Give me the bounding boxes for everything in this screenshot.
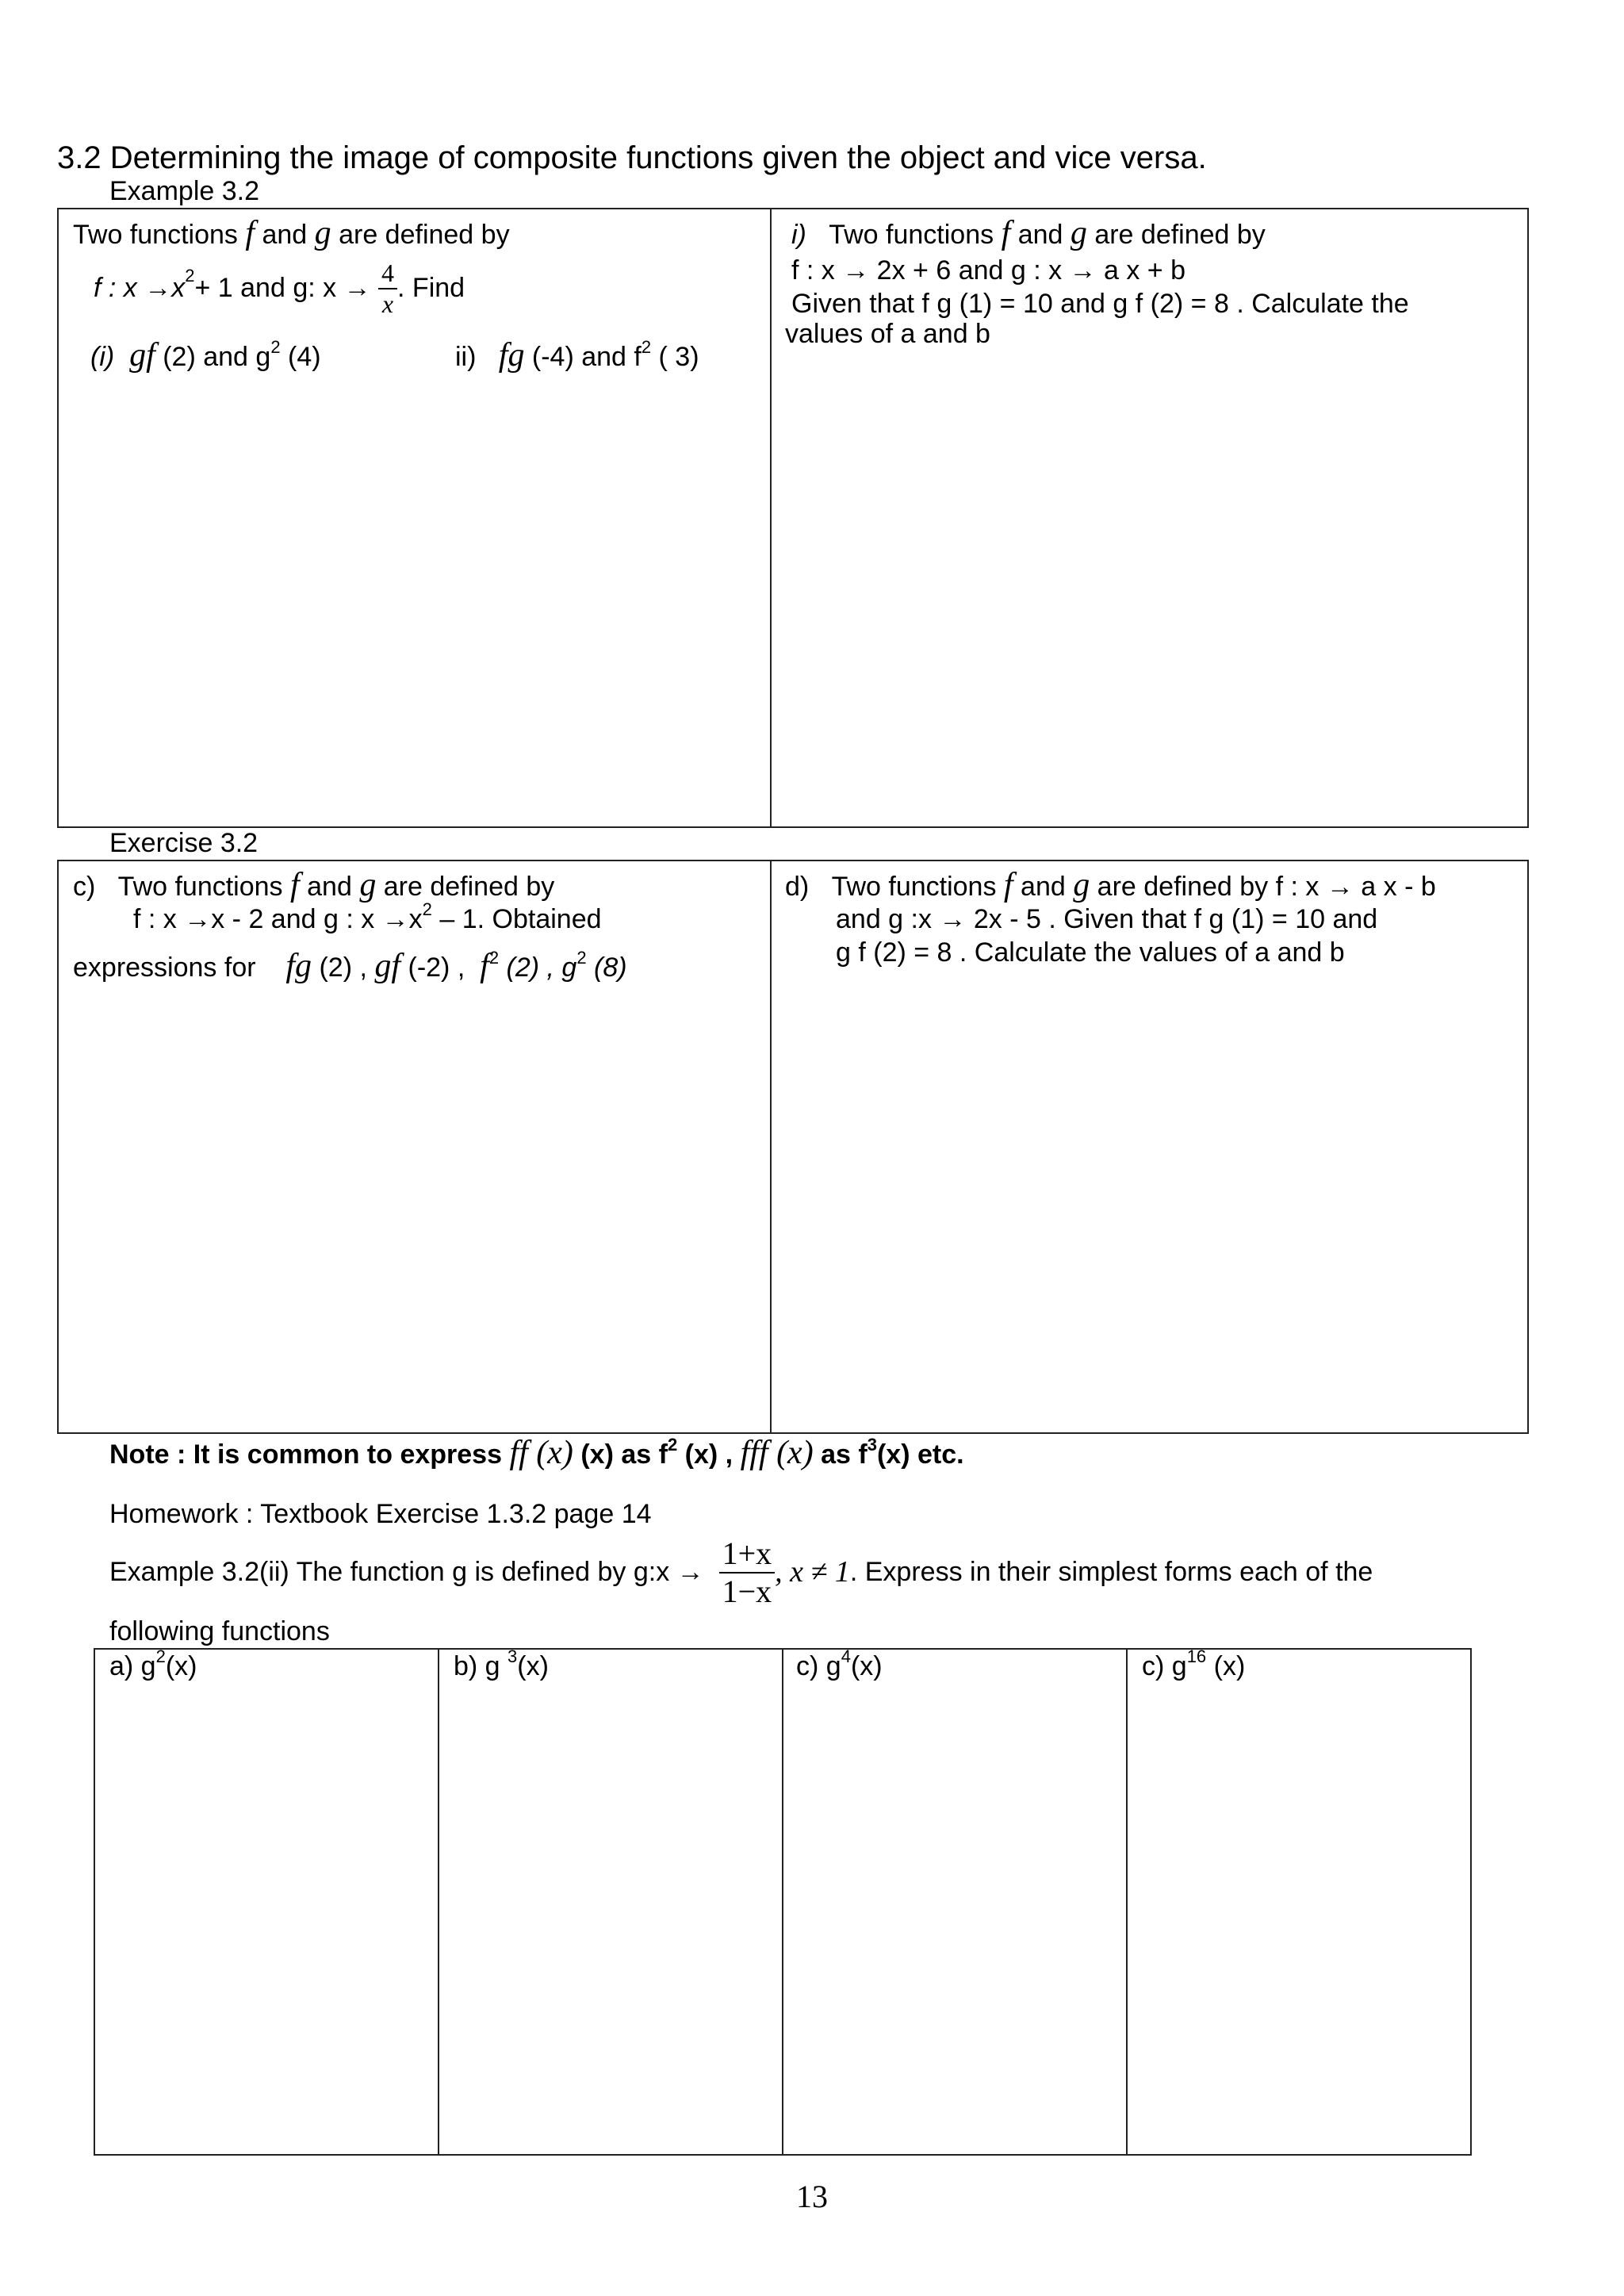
text: c) g (1142, 1651, 1187, 1681)
gf-symbol: gf (374, 948, 401, 984)
text: are defined by (1086, 220, 1266, 250)
example-ii-line2: following functions (109, 1616, 330, 1646)
g-symbol: g (1070, 215, 1087, 251)
superscript: 2 (185, 266, 195, 286)
grid-cell-c-label (796, 1646, 883, 1682)
gf-symbol: gf (129, 337, 155, 374)
note-line (109, 1434, 964, 1472)
text: Two functions (829, 220, 1002, 250)
homework-line: Homework : Textbook Exercise 1.3.2 page 14 (109, 1499, 652, 1529)
superscript: 2 (270, 337, 281, 357)
f-symbol: f (1003, 867, 1013, 903)
exercise-right-line1 (785, 866, 1436, 904)
example-label: Example 3.2 (109, 176, 259, 206)
f-symbol: f (1001, 215, 1011, 251)
grid-divider (782, 1648, 783, 2156)
example-left-line3 (90, 336, 321, 374)
text: c) (73, 872, 96, 902)
ff-expression: ff (x) (509, 1435, 573, 1471)
exercise-left-line2 (133, 899, 602, 935)
text: are defined by f : x → a x - b (1090, 872, 1436, 902)
text: Note : It is common to express (109, 1439, 510, 1470)
superscript: 2 (667, 1435, 678, 1455)
superscript: 2 (641, 337, 652, 357)
text: (-2) , (400, 953, 465, 983)
fraction-numerator: 1+x (719, 1535, 776, 1573)
text: (x) (517, 1651, 549, 1681)
superscript: 3 (508, 1646, 518, 1666)
exercise-right-line3: g f (2) = 8 . Calculate the values of a and b (836, 937, 1345, 968)
text: (x) (1206, 1651, 1246, 1681)
example-right-line2: f : x → 2x + 6 and g : x → a x + b (791, 255, 1186, 286)
grid-cell-b-label (454, 1646, 549, 1682)
superscript: 16 (1186, 1646, 1207, 1666)
g-symbol: g (314, 215, 331, 251)
text: (8) (586, 953, 627, 983)
fraction-1px-over-1mx (719, 1535, 776, 1610)
text: ii) (455, 342, 477, 372)
text: Two functions (831, 872, 1004, 902)
text: (x) (850, 1651, 883, 1681)
text: Example 3.2(ii) The function g is defined by g:x → (109, 1557, 704, 1588)
text: are defined by (331, 220, 510, 250)
text: a) g (109, 1651, 156, 1681)
fraction-denominator: 1−x (722, 1573, 772, 1609)
text: (-4) and f (524, 342, 642, 372)
text: g: x → (293, 273, 371, 304)
fraction-numerator: 4 (378, 259, 397, 289)
text: i) (791, 220, 806, 250)
f-symbol: f (290, 867, 300, 903)
text: . Express in their simplest forms each of the (849, 1557, 1373, 1588)
example-divider (770, 208, 772, 828)
example-ii-line (109, 1535, 1373, 1610)
g-symbol: g (359, 867, 377, 903)
text: and (1010, 220, 1071, 250)
condition: , x ≠ 1 (775, 1555, 850, 1589)
text: (x) as f (573, 1439, 668, 1470)
exercise-divider (770, 860, 772, 1434)
text: Two functions (117, 872, 291, 902)
fraction-denominator: x (381, 289, 394, 318)
exercise-label: Exercise 3.2 (109, 828, 259, 858)
example-left-line1 (73, 214, 510, 252)
text: d) (785, 872, 810, 902)
text: (x) (165, 1651, 197, 1681)
text: c) g (796, 1651, 841, 1681)
grid-divider (438, 1648, 439, 2156)
fff-expression: fff (x) (740, 1435, 814, 1471)
text: (4) (280, 342, 321, 372)
example-left-line3-ii (455, 336, 699, 374)
text: and (255, 220, 315, 250)
text: (x) , (677, 1439, 733, 1470)
superscript: 2 (155, 1646, 166, 1666)
example-left-line2 (94, 259, 465, 319)
superscript: 2 (576, 948, 587, 968)
f-symbol: f (245, 215, 255, 251)
text: as f (813, 1439, 868, 1470)
f-symbol: f (480, 948, 489, 984)
superscript: 2 (422, 899, 432, 919)
superscript: 4 (841, 1646, 851, 1666)
text: + 1 and (194, 273, 285, 304)
text: ( 3) (651, 342, 699, 372)
grid-cell-d-label (1142, 1646, 1246, 1682)
text: (i) (90, 342, 115, 372)
exercise-left-line1 (73, 866, 554, 904)
exercise-left-line3 (73, 947, 627, 985)
text: and (299, 872, 360, 902)
superscript: 3 (867, 1435, 877, 1455)
fraction-4-over-x (378, 259, 397, 319)
text: (2) , g (499, 953, 577, 983)
example-right-line3: Given that f g (1) = 10 and g f (2) = 8 . Calculate the (791, 289, 1409, 319)
superscript: 2 (488, 948, 500, 968)
exercise-right-line2: and g :x → 2x - 5 . Given that f g (1) = 10 and (836, 904, 1378, 934)
text: (2) , (312, 953, 367, 983)
example-right-line1 (791, 214, 1266, 252)
text: (2) and g (155, 342, 271, 372)
text: – 1. Obtained (431, 904, 602, 934)
text: (x) etc. (876, 1439, 964, 1470)
section-title: 3.2 Determining the image of composite functions given the object and vice versa. (57, 140, 1207, 175)
text: f : x →x (94, 273, 186, 304)
grid-cell-a-label (109, 1646, 197, 1682)
text: are defined by (376, 872, 555, 902)
text: f : x →x - 2 and g : x →x (133, 904, 423, 934)
fg-symbol: fg (285, 948, 312, 984)
text: b) g (454, 1651, 508, 1681)
example-right-line4: values of a and b (785, 319, 990, 349)
text: Two functions (73, 220, 246, 250)
grid-divider (1126, 1648, 1128, 2156)
fg-symbol: fg (498, 337, 525, 374)
g-symbol: g (1073, 867, 1090, 903)
text: expressions for (73, 953, 256, 983)
text: . Find (397, 273, 465, 304)
text: and (1013, 872, 1074, 902)
page-number: 13 (796, 2179, 828, 2214)
